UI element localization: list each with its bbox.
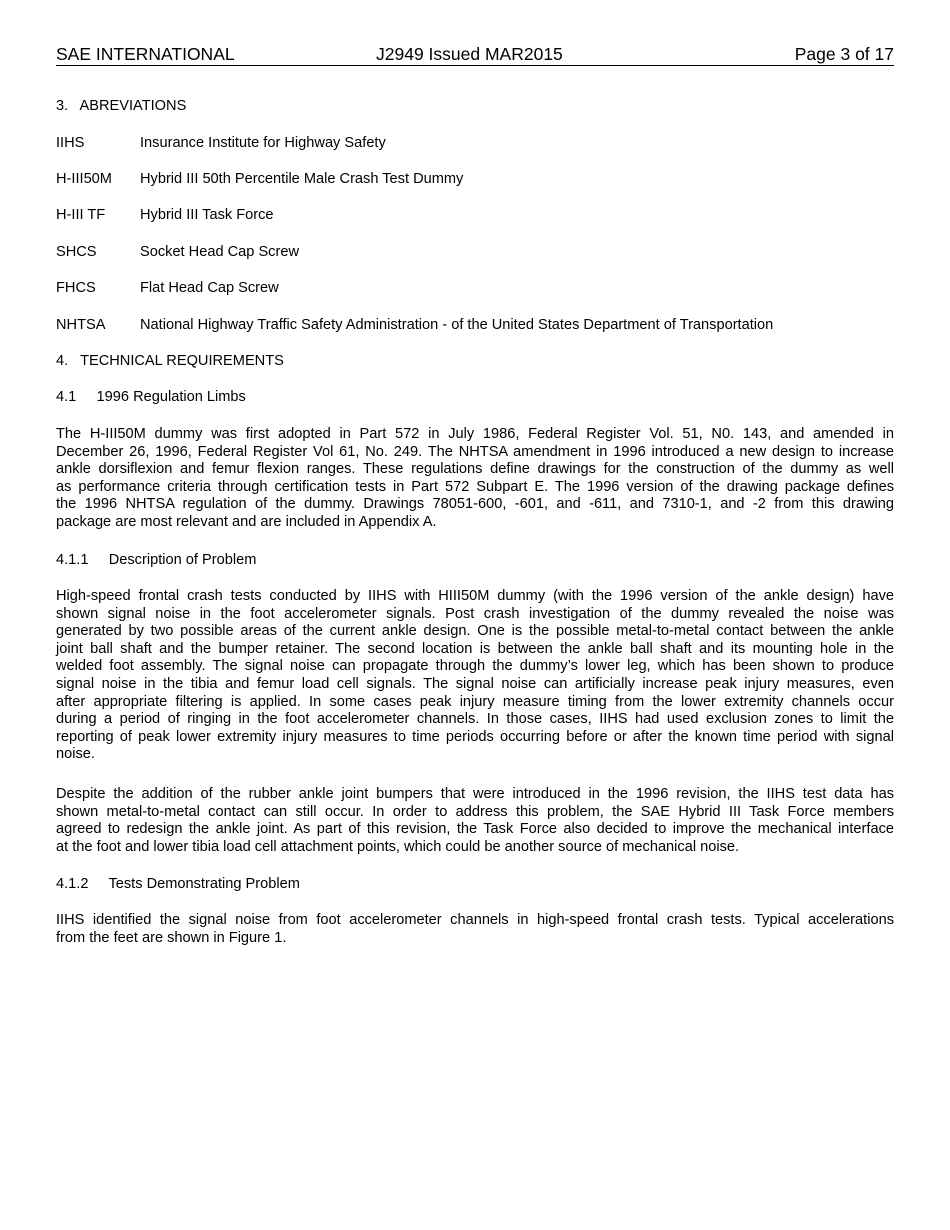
paragraph-line: reporting of peak lower extremity injury measures to time periods occurring before or after the known time period with signal: [56, 728, 894, 745]
abbreviation-description: Flat Head Cap Screw: [140, 280, 279, 296]
section-4-1-2-paragraph: [56, 912, 894, 947]
paragraph-line: High-speed frontal crash tests conducted by IIHS with HIII50M dummy (with the 1996 version of the ankle design) have: [56, 588, 894, 604]
paragraph-line: Despite the addition of the rubber ankle joint bumpers that were introduced in the 1996 revision, the IIHS test data has: [56, 786, 894, 802]
abbreviation-code: FHCS: [56, 280, 96, 296]
abbreviation-description: Hybrid III 50th Percentile Male Crash Test Dummy: [140, 171, 464, 187]
paragraph-line: agreed to redesign the ankle joint. As part of this revision, the Task Force also decided to improve the mechanical interface: [56, 821, 894, 838]
abbreviation-code: IIHS: [56, 135, 85, 151]
abbreviation-code: H-III TF: [56, 207, 106, 223]
paragraph-line: shown signal noise in the foot accelerometer signals. Post crash investigation of the dummy revealed the noise was: [56, 605, 894, 622]
paragraph-line: generated by two possible areas of the current ankle design. One is the possible metal-to-metal contact between the ankle: [56, 623, 894, 640]
section-4-1-1-paragraph-2: [56, 786, 894, 856]
paragraph-line: shown metal-to-metal contact can still occur. In order to address this problem, the SAE Hybrid III Task Force members: [56, 803, 894, 820]
paragraph-line: IIHS identified the signal noise from foot accelerometer channels in high-speed frontal crash tests. Typical accelerations: [56, 912, 894, 928]
paragraph-line: The H-III50M dummy was first adopted in Part 572 in July 1986, Federal Register Vol. 51, N0. 143, and amended in: [56, 426, 894, 442]
header-organization: SAE INTERNATIONAL: [56, 44, 235, 64]
paragraph-line: ankle dorsiflexion and femur flexion ranges. These regulations define drawings for the construction of the dummy as well: [56, 461, 894, 478]
abbreviation-description: National Highway Traffic Safety Administration - of the United States Department of Transportation: [140, 317, 774, 333]
header-document-id: J2949 Issued MAR2015: [376, 44, 563, 64]
section-4-1-heading: 4.1 1996 Regulation Limbs: [56, 389, 246, 405]
paragraph-line: joint ball shaft and the bumper retainer. The second location is between the ankle ball shaft and its mounting hole in the: [56, 640, 894, 657]
paragraph-line: signal noise in the tibia and femur load cell signals. The signal noise can artificially increase peak injury measures, even: [56, 675, 894, 692]
abbreviation-code: H-III50M: [56, 171, 112, 187]
paragraph-line: from the feet are shown in Figure 1.: [56, 929, 287, 946]
header-page-number: Page 3 of 17: [794, 44, 894, 64]
section-4-1-1-heading: 4.1.1 Description of Problem: [56, 552, 257, 568]
page-header: [56, 43, 894, 66]
paragraph-line: noise.: [56, 746, 95, 763]
paragraph-line: package are most relevant and are included in Appendix A.: [56, 513, 437, 530]
section-4-1-2-heading: 4.1.2 Tests Demonstrating Problem: [56, 876, 300, 892]
abbreviation-code: NHTSA: [56, 317, 106, 333]
section-4-heading: 4. TECHNICAL REQUIREMENTS: [56, 353, 284, 369]
paragraph-line: the 1996 NHTSA regulation of the dummy. Drawings 78051-600, -601, and -611, and 7310-1, and -2 from this drawing: [56, 496, 894, 513]
section-3-heading: 3. ABREVIATIONS: [56, 98, 187, 114]
paragraph-line: during a period of ringing in the foot accelerometer channels. In those cases, IIHS had used exclusion zones to limit the: [56, 711, 894, 728]
paragraph-line: after appropriate filtering is applied. In some cases peak injury measure timing from the lower extremity channels occur: [56, 693, 894, 710]
abbreviation-description: Hybrid III Task Force: [140, 207, 274, 223]
paragraph-line: as performance criteria through certification tests in Part 572 Subpart E. The 1996 version of the drawing package defines: [56, 478, 894, 495]
paragraph-line: welded foot assembly. The signal noise can propagate through the dummy’s lower leg, which has been shown to produce: [56, 658, 894, 675]
paragraph-line: December 26, 1996, Federal Register Vol 61, No. 249. The NHTSA amendment in 1996 introduced a new design to increase: [56, 443, 894, 460]
section-4-1-paragraph: [56, 426, 894, 532]
abbreviation-description: Socket Head Cap Screw: [140, 244, 299, 260]
paragraph-line: at the foot and lower tibia load cell attachment points, which could be another source of mechanical noise.: [56, 838, 740, 855]
abbreviation-code: SHCS: [56, 244, 97, 260]
section-4-1-1-paragraph-1: [56, 588, 894, 764]
abbreviation-description: Insurance Institute for Highway Safety: [140, 135, 386, 151]
